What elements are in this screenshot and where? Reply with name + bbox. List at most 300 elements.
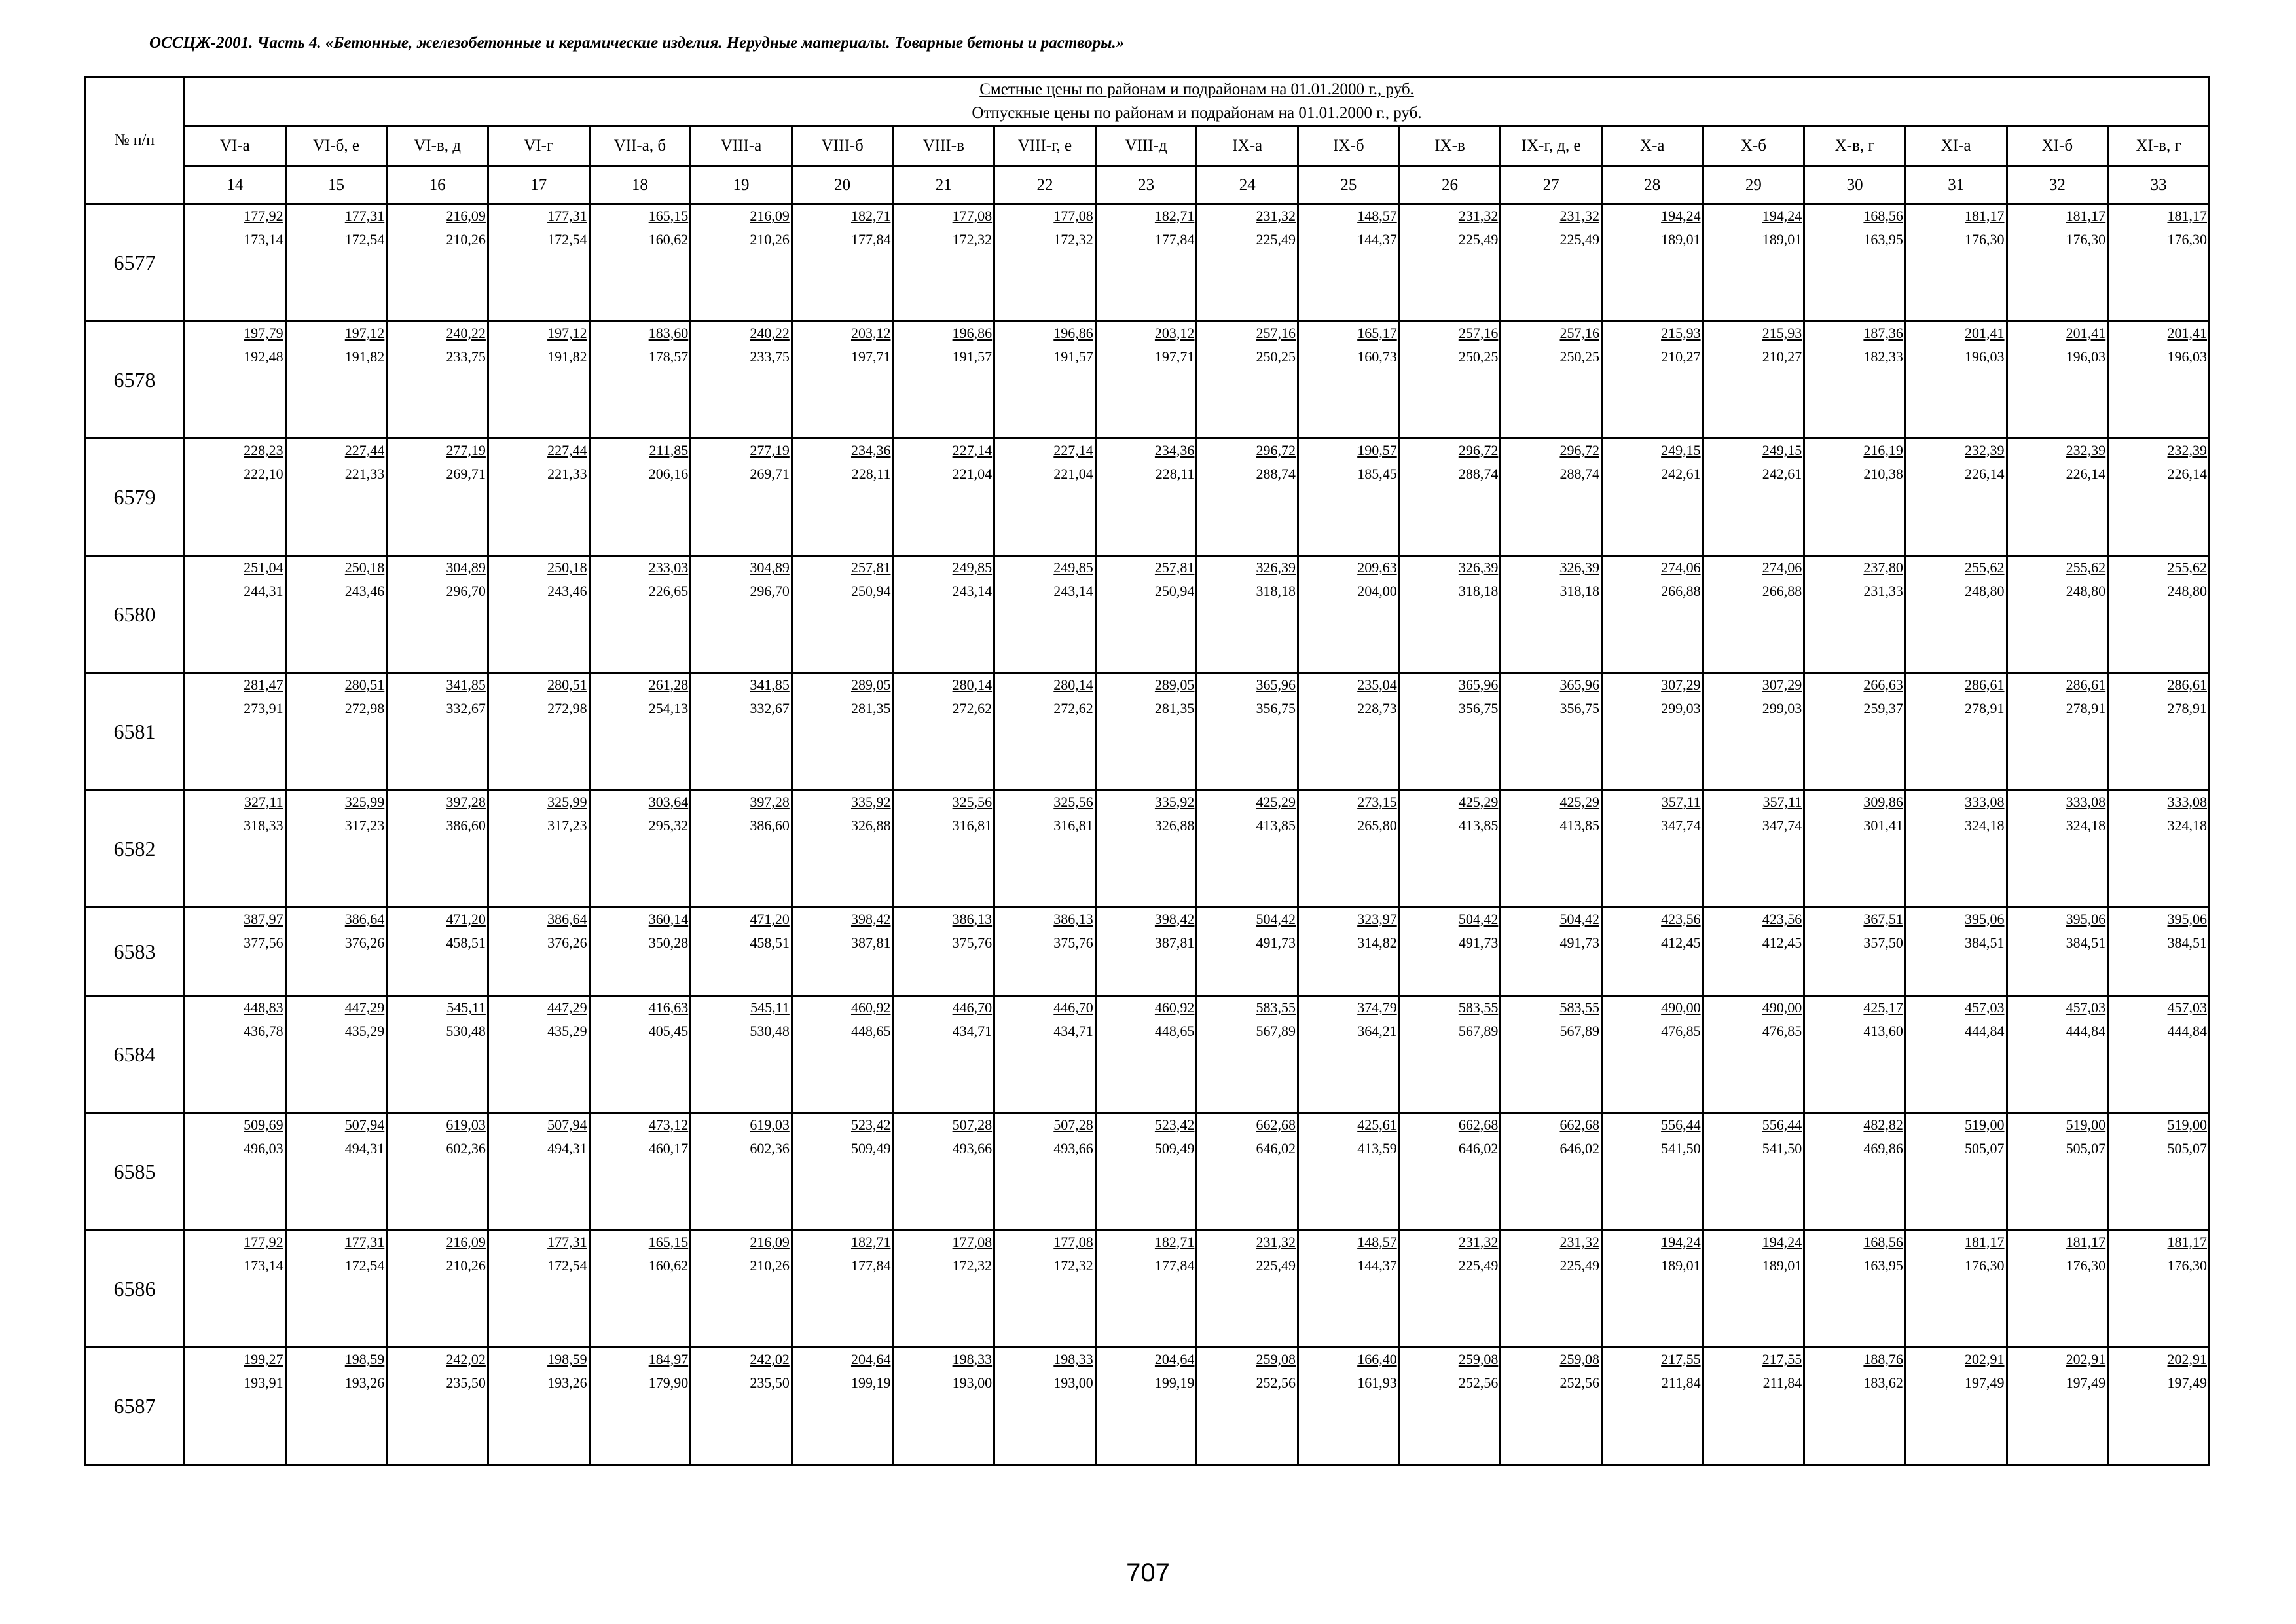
estimate-price: 325,56 bbox=[952, 794, 993, 810]
price-cell bbox=[2007, 1113, 2108, 1230]
price-cell bbox=[893, 996, 994, 1113]
estimate-price: 231,32 bbox=[1256, 208, 1296, 224]
estimate-price: 184,97 bbox=[648, 1351, 689, 1367]
release-price: 193,26 bbox=[344, 1375, 385, 1391]
estimate-price: 490,00 bbox=[1762, 999, 1802, 1016]
release-price: 172,32 bbox=[952, 1257, 993, 1274]
estimate-price: 249,15 bbox=[1661, 442, 1701, 458]
column-number: 19 bbox=[691, 166, 792, 204]
price-cell bbox=[285, 1348, 387, 1465]
item-number: 6583 bbox=[85, 908, 185, 996]
estimate-price: 177,31 bbox=[344, 208, 385, 224]
price-cell bbox=[1703, 1230, 1804, 1348]
release-price: 160,62 bbox=[648, 231, 689, 248]
price-cell bbox=[185, 1230, 286, 1348]
estimate-price: 168,56 bbox=[1863, 1234, 1903, 1250]
estimate-price: 274,06 bbox=[1661, 559, 1701, 576]
estimate-price: 257,81 bbox=[1154, 559, 1195, 576]
release-price: 242,61 bbox=[1661, 466, 1701, 482]
release-price: 384,51 bbox=[2167, 934, 2207, 951]
release-price: 318,18 bbox=[1458, 583, 1499, 599]
price-cell bbox=[792, 673, 893, 790]
price-cell bbox=[285, 908, 387, 996]
column-number: 30 bbox=[1804, 166, 1906, 204]
release-price: 199,19 bbox=[1154, 1375, 1195, 1391]
table-row bbox=[85, 996, 2210, 1113]
price-cell bbox=[1703, 204, 1804, 322]
price-cell bbox=[994, 204, 1096, 322]
price-cell bbox=[2108, 556, 2210, 673]
release-price: 250,25 bbox=[1256, 348, 1296, 365]
release-price: 177,84 bbox=[850, 231, 891, 248]
estimate-price: 259,08 bbox=[1256, 1351, 1296, 1367]
release-price: 210,26 bbox=[750, 231, 790, 248]
estimate-price: 181,17 bbox=[1965, 208, 2005, 224]
price-cell bbox=[1804, 556, 1906, 673]
estimate-price: 286,61 bbox=[2066, 676, 2106, 693]
price-cell bbox=[893, 790, 994, 908]
release-price: 646,02 bbox=[1559, 1140, 1599, 1156]
estimate-price: 425,29 bbox=[1256, 794, 1296, 810]
release-price: 448,65 bbox=[1154, 1023, 1195, 1039]
release-price: 493,66 bbox=[952, 1140, 993, 1156]
price-cell bbox=[1601, 673, 1703, 790]
release-price: 413,85 bbox=[1559, 817, 1599, 834]
release-price: 434,71 bbox=[1053, 1023, 1093, 1039]
estimate-price: 446,70 bbox=[952, 999, 993, 1016]
price-cell bbox=[1095, 439, 1197, 556]
estimate-price: 148,57 bbox=[1357, 208, 1397, 224]
release-price: 496,03 bbox=[244, 1140, 283, 1156]
release-price: 301,41 bbox=[1863, 817, 1903, 834]
release-price: 231,33 bbox=[1863, 583, 1903, 599]
estimate-price: 188,76 bbox=[1863, 1351, 1903, 1367]
estimate-price: 249,85 bbox=[952, 559, 993, 576]
release-price: 144,37 bbox=[1357, 1257, 1397, 1274]
price-cell bbox=[1501, 1348, 1602, 1465]
price-cell bbox=[792, 1230, 893, 1348]
release-price: 350,28 bbox=[648, 934, 689, 951]
estimate-price: 215,93 bbox=[1762, 325, 1802, 341]
column-number: 23 bbox=[1095, 166, 1197, 204]
estimate-price: 289,05 bbox=[850, 676, 891, 693]
price-cell bbox=[1601, 556, 1703, 673]
price-cell bbox=[1601, 1113, 1703, 1230]
column-number: 16 bbox=[387, 166, 488, 204]
release-price: 458,51 bbox=[446, 934, 486, 951]
estimate-price: 303,64 bbox=[648, 794, 689, 810]
price-cell bbox=[1298, 439, 1400, 556]
release-price: 460,17 bbox=[648, 1140, 689, 1156]
release-price: 189,01 bbox=[1661, 1257, 1701, 1274]
release-price: 248,80 bbox=[2066, 583, 2106, 599]
release-price: 288,74 bbox=[1458, 466, 1499, 482]
estimate-price: 177,92 bbox=[244, 208, 283, 224]
price-cell bbox=[691, 1113, 792, 1230]
release-price: 386,60 bbox=[446, 817, 486, 834]
estimate-price: 194,24 bbox=[1762, 208, 1802, 224]
release-price: 326,88 bbox=[1154, 817, 1195, 834]
release-price: 173,14 bbox=[244, 1257, 283, 1274]
estimate-price: 190,57 bbox=[1357, 442, 1397, 458]
price-cell bbox=[1501, 204, 1602, 322]
estimate-price: 232,39 bbox=[2167, 442, 2207, 458]
release-price: 436,78 bbox=[244, 1023, 283, 1039]
table-row bbox=[85, 673, 2210, 790]
estimate-price: 395,06 bbox=[1965, 911, 2005, 927]
release-price: 332,67 bbox=[446, 700, 486, 716]
release-price: 250,94 bbox=[1154, 583, 1195, 599]
price-cell bbox=[1905, 908, 2007, 996]
release-price: 243,14 bbox=[1053, 583, 1093, 599]
release-price: 435,29 bbox=[547, 1023, 587, 1039]
estimate-price: 425,17 bbox=[1863, 999, 1903, 1016]
estimate-price: 177,31 bbox=[344, 1234, 385, 1250]
estimate-price: 386,64 bbox=[344, 911, 385, 927]
price-cell bbox=[1197, 204, 1298, 322]
region-header: IX-г, д, е bbox=[1501, 126, 1602, 166]
table-row bbox=[85, 908, 2210, 996]
release-price: 222,10 bbox=[244, 466, 283, 482]
release-price: 347,74 bbox=[1661, 817, 1701, 834]
estimate-price: 168,56 bbox=[1863, 208, 1903, 224]
estimate-price: 202,91 bbox=[2066, 1351, 2106, 1367]
price-cell bbox=[691, 556, 792, 673]
region-header: VI-г bbox=[488, 126, 589, 166]
estimate-price: 326,39 bbox=[1256, 559, 1296, 576]
estimate-price: 217,55 bbox=[1661, 1351, 1701, 1367]
estimate-price: 325,99 bbox=[547, 794, 587, 810]
price-title-header bbox=[185, 77, 2210, 126]
price-cell bbox=[1601, 1348, 1703, 1465]
estimate-price: 182,71 bbox=[850, 208, 891, 224]
price-cell bbox=[1197, 556, 1298, 673]
release-price: 191,82 bbox=[547, 348, 587, 365]
release-price: 193,00 bbox=[1053, 1375, 1093, 1391]
price-cell bbox=[387, 1113, 488, 1230]
price-cell bbox=[1095, 908, 1197, 996]
price-cell bbox=[994, 439, 1096, 556]
estimate-price: 148,57 bbox=[1357, 1234, 1397, 1250]
estimate-price: 457,03 bbox=[1965, 999, 2005, 1016]
release-price: 210,26 bbox=[446, 231, 486, 248]
table-title-row bbox=[85, 77, 2210, 126]
document-header: ОССЦЖ-2001. Часть 4. «Бетонные, железобетонные и керамические изделия. Нерудные материалы. Товарные бетоны и растворы.» bbox=[149, 34, 1125, 52]
release-price: 226,14 bbox=[2167, 466, 2207, 482]
release-price: 225,49 bbox=[1458, 1257, 1499, 1274]
price-cell bbox=[1804, 1348, 1906, 1465]
region-header: IX-в bbox=[1399, 126, 1501, 166]
release-price: 509,49 bbox=[850, 1140, 891, 1156]
price-cell bbox=[1197, 1348, 1298, 1465]
estimate-price: 227,14 bbox=[1053, 442, 1093, 458]
estimate-price: 177,92 bbox=[244, 1234, 283, 1250]
price-cell bbox=[1298, 996, 1400, 1113]
estimate-price: 182,71 bbox=[850, 1234, 891, 1250]
region-header: X-б bbox=[1703, 126, 1804, 166]
estimate-price: 519,00 bbox=[1965, 1116, 2005, 1133]
release-price: 491,73 bbox=[1458, 934, 1499, 951]
price-cell bbox=[893, 322, 994, 439]
price-cell bbox=[1501, 1113, 1602, 1230]
estimate-price: 307,29 bbox=[1762, 676, 1802, 693]
estimate-price: 249,85 bbox=[1053, 559, 1093, 576]
estimate-price: 198,33 bbox=[952, 1351, 993, 1367]
release-price: 233,75 bbox=[446, 348, 486, 365]
column-number-row bbox=[85, 166, 2210, 204]
region-header: VIII-г, е bbox=[994, 126, 1096, 166]
estimate-price: 296,72 bbox=[1256, 442, 1296, 458]
price-cell bbox=[994, 1230, 1096, 1348]
estimate-price: 395,06 bbox=[2167, 911, 2207, 927]
item-number: 6586 bbox=[85, 1230, 185, 1348]
estimate-price: 257,16 bbox=[1559, 325, 1599, 341]
price-cell bbox=[1703, 996, 1804, 1113]
item-number: 6585 bbox=[85, 1113, 185, 1230]
release-price: 505,07 bbox=[1965, 1140, 2005, 1156]
price-cell bbox=[387, 1230, 488, 1348]
price-cell bbox=[1095, 1348, 1197, 1465]
release-price: 405,45 bbox=[648, 1023, 689, 1039]
release-price: 493,66 bbox=[1053, 1140, 1093, 1156]
estimate-price: 209,63 bbox=[1357, 559, 1397, 576]
estimate-price: 457,03 bbox=[2167, 999, 2207, 1016]
estimate-price: 304,89 bbox=[446, 559, 486, 576]
estimate-price: 234,36 bbox=[1154, 442, 1195, 458]
release-price: 226,14 bbox=[2066, 466, 2106, 482]
price-cell bbox=[1095, 322, 1197, 439]
price-cell bbox=[2007, 996, 2108, 1113]
price-cell bbox=[691, 790, 792, 908]
estimate-price: 398,42 bbox=[1154, 911, 1195, 927]
estimate-price: 242,02 bbox=[750, 1351, 790, 1367]
price-cell bbox=[1197, 322, 1298, 439]
estimate-price: 231,32 bbox=[1458, 208, 1499, 224]
estimate-price: 231,32 bbox=[1256, 1234, 1296, 1250]
price-cell bbox=[2007, 1230, 2108, 1348]
estimate-price: 507,94 bbox=[344, 1116, 385, 1133]
release-price: 387,81 bbox=[850, 934, 891, 951]
estimate-price: 197,12 bbox=[547, 325, 587, 341]
price-cell bbox=[1298, 1348, 1400, 1465]
release-price: 176,30 bbox=[2066, 1257, 2106, 1274]
price-cell bbox=[589, 556, 691, 673]
page-number: 707 bbox=[1126, 1559, 1170, 1587]
price-cell bbox=[1804, 322, 1906, 439]
price-cell bbox=[185, 908, 286, 996]
release-price: 177,84 bbox=[1154, 231, 1195, 248]
price-cell bbox=[994, 673, 1096, 790]
price-cell bbox=[1703, 1113, 1804, 1230]
region-header: VIII-д bbox=[1095, 126, 1197, 166]
price-cell bbox=[994, 996, 1096, 1113]
release-price: 272,98 bbox=[547, 700, 587, 716]
price-cell bbox=[488, 790, 589, 908]
release-price: 413,85 bbox=[1256, 817, 1296, 834]
price-cell bbox=[1399, 556, 1501, 673]
release-price: 196,03 bbox=[2167, 348, 2207, 365]
release-price: 244,31 bbox=[244, 583, 283, 599]
release-price: 295,32 bbox=[648, 817, 689, 834]
release-price: 172,54 bbox=[547, 1257, 587, 1274]
price-cell bbox=[1905, 790, 2007, 908]
release-price: 206,16 bbox=[648, 466, 689, 482]
estimate-price: 181,17 bbox=[2167, 208, 2207, 224]
column-number: 26 bbox=[1399, 166, 1501, 204]
estimate-price: 447,29 bbox=[547, 999, 587, 1016]
price-cell bbox=[1905, 439, 2007, 556]
price-cell bbox=[285, 1113, 387, 1230]
release-price: 176,30 bbox=[1965, 1257, 2005, 1274]
price-cell bbox=[893, 1348, 994, 1465]
price-cell bbox=[2007, 790, 2108, 908]
estimate-price: 397,28 bbox=[750, 794, 790, 810]
release-price: 197,49 bbox=[2167, 1375, 2207, 1391]
estimate-price: 545,11 bbox=[446, 999, 486, 1016]
release-price: 281,35 bbox=[1154, 700, 1195, 716]
price-cell bbox=[285, 204, 387, 322]
price-cell bbox=[1501, 790, 1602, 908]
region-header: XI-а bbox=[1905, 126, 2007, 166]
estimate-price: 304,89 bbox=[750, 559, 790, 576]
estimate-price: 398,42 bbox=[850, 911, 891, 927]
table-row bbox=[85, 1113, 2210, 1230]
estimate-price: 250,18 bbox=[344, 559, 385, 576]
price-cell bbox=[792, 556, 893, 673]
estimate-price: 240,22 bbox=[750, 325, 790, 341]
column-number: 27 bbox=[1501, 166, 1602, 204]
release-price: 332,67 bbox=[750, 700, 790, 716]
price-cell bbox=[1905, 1230, 2007, 1348]
release-price: 376,26 bbox=[344, 934, 385, 951]
price-cell bbox=[1197, 439, 1298, 556]
estimate-price: 227,14 bbox=[952, 442, 993, 458]
estimate-price: 357,11 bbox=[1762, 794, 1802, 810]
release-price: 288,74 bbox=[1559, 466, 1599, 482]
estimate-price: 165,15 bbox=[648, 208, 689, 224]
price-cell bbox=[185, 439, 286, 556]
price-cell bbox=[994, 1113, 1096, 1230]
estimate-price: 196,86 bbox=[952, 325, 993, 341]
column-number: 15 bbox=[285, 166, 387, 204]
price-cell bbox=[2108, 996, 2210, 1113]
column-number: 32 bbox=[2007, 166, 2108, 204]
price-cell bbox=[1703, 322, 1804, 439]
release-price: 176,30 bbox=[2167, 1257, 2207, 1274]
price-cell bbox=[2007, 204, 2108, 322]
column-number: 22 bbox=[994, 166, 1096, 204]
price-cell bbox=[691, 673, 792, 790]
region-header: VIII-а bbox=[691, 126, 792, 166]
column-number: 28 bbox=[1601, 166, 1703, 204]
price-cell bbox=[488, 322, 589, 439]
estimate-price: 232,39 bbox=[2066, 442, 2106, 458]
table-row bbox=[85, 204, 2210, 322]
region-header: VIII-в bbox=[893, 126, 994, 166]
release-price: 221,33 bbox=[344, 466, 385, 482]
estimate-price: 194,24 bbox=[1661, 208, 1701, 224]
estimate-price: 333,08 bbox=[2167, 794, 2207, 810]
release-price: 191,57 bbox=[952, 348, 993, 365]
estimate-price: 237,80 bbox=[1863, 559, 1903, 576]
price-cell bbox=[1601, 322, 1703, 439]
estimate-price: 204,64 bbox=[1154, 1351, 1195, 1367]
estimate-price: 619,03 bbox=[750, 1116, 790, 1133]
release-price: 235,50 bbox=[750, 1375, 790, 1391]
release-price: 225,49 bbox=[1458, 231, 1499, 248]
price-cell bbox=[792, 1348, 893, 1465]
estimate-price: 504,42 bbox=[1256, 911, 1296, 927]
price-cell bbox=[2108, 1348, 2210, 1465]
estimate-price: 216,19 bbox=[1863, 442, 1903, 458]
price-cell bbox=[387, 204, 488, 322]
release-price: 182,33 bbox=[1863, 348, 1903, 365]
price-cell bbox=[1703, 790, 1804, 908]
estimate-price: 177,08 bbox=[1053, 1234, 1093, 1250]
estimate-price: 507,28 bbox=[1053, 1116, 1093, 1133]
region-header: VIII-б bbox=[792, 126, 893, 166]
estimate-price: 397,28 bbox=[446, 794, 486, 810]
price-cell bbox=[1399, 673, 1501, 790]
price-cell bbox=[589, 908, 691, 996]
estimate-price: 211,85 bbox=[649, 442, 689, 458]
price-cell bbox=[1804, 908, 1906, 996]
release-price: 505,07 bbox=[2167, 1140, 2207, 1156]
release-price: 193,26 bbox=[547, 1375, 587, 1391]
estimate-price: 416,63 bbox=[648, 999, 689, 1016]
estimate-price: 289,05 bbox=[1154, 676, 1195, 693]
release-price: 250,25 bbox=[1559, 348, 1599, 365]
price-cell bbox=[2007, 673, 2108, 790]
price-cell bbox=[2108, 908, 2210, 996]
column-number: 20 bbox=[792, 166, 893, 204]
price-cell bbox=[185, 204, 286, 322]
price-cell bbox=[1298, 1113, 1400, 1230]
estimate-price: 259,08 bbox=[1559, 1351, 1599, 1367]
release-price: 243,46 bbox=[547, 583, 587, 599]
price-cell bbox=[285, 790, 387, 908]
release-price: 494,31 bbox=[547, 1140, 587, 1156]
estimate-price: 201,41 bbox=[1965, 325, 2005, 341]
price-cell bbox=[488, 439, 589, 556]
price-cell bbox=[1298, 556, 1400, 673]
column-number: 29 bbox=[1703, 166, 1804, 204]
release-price: 567,89 bbox=[1458, 1023, 1499, 1039]
column-number: 25 bbox=[1298, 166, 1400, 204]
price-cell bbox=[589, 439, 691, 556]
estimate-price: 273,15 bbox=[1357, 794, 1397, 810]
release-price: 172,54 bbox=[344, 1257, 385, 1274]
estimate-price: 460,92 bbox=[1154, 999, 1195, 1016]
release-price: 269,71 bbox=[446, 466, 486, 482]
estimate-price: 194,24 bbox=[1762, 1234, 1802, 1250]
release-price: 210,27 bbox=[1762, 348, 1802, 365]
estimate-price: 177,08 bbox=[952, 208, 993, 224]
price-cell bbox=[792, 790, 893, 908]
estimate-price: 447,29 bbox=[344, 999, 385, 1016]
price-cell bbox=[1298, 673, 1400, 790]
estimate-price: 325,99 bbox=[344, 794, 385, 810]
release-price: 296,70 bbox=[750, 583, 790, 599]
price-cell bbox=[1197, 908, 1298, 996]
table-row bbox=[85, 556, 2210, 673]
release-price: 250,94 bbox=[850, 583, 891, 599]
price-cell bbox=[2007, 908, 2108, 996]
price-cell bbox=[1197, 790, 1298, 908]
table-row bbox=[85, 790, 2210, 908]
price-cell bbox=[792, 322, 893, 439]
price-cell bbox=[893, 1113, 994, 1230]
